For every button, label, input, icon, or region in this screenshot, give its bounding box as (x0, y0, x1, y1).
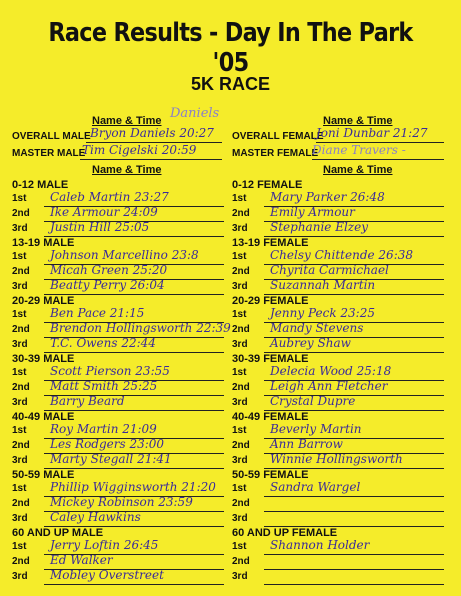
runner-name-time: Delecia Wood 25:18 (270, 364, 392, 378)
runner-name-time: Mobley Overstreet (50, 568, 164, 582)
runner-name-time: Emily Armour (270, 205, 355, 219)
runner-name-time: Stephanie Elzey (270, 220, 368, 234)
female-category-label: 40-49 FEMALE (232, 411, 309, 423)
runner-name-time: Chelsy Chittende 26:38 (270, 248, 414, 262)
runner-name-time: Johnson Marcellino 23:8 (50, 248, 199, 262)
race-subtitle: 5K RACE (190, 74, 270, 94)
result-entry (44, 395, 224, 411)
entry-line (44, 584, 224, 585)
runner-name-time: Matt Smith 25:25 (50, 379, 158, 393)
place-label: 1st (232, 251, 247, 262)
master-female-entry (312, 144, 444, 160)
male-result-row (12, 539, 224, 555)
result-entry (264, 221, 444, 237)
runner-name-time: Scott Pierson 23:55 (50, 364, 170, 378)
runner-name-time: Justin Hill 25:05 (50, 220, 150, 234)
male-category-label: 60 AND UP MALE (12, 527, 104, 539)
female-result-row (232, 337, 444, 353)
runner-name-time: Winnie Hollingsworth (270, 452, 403, 466)
male-result-row (12, 221, 224, 237)
female-result-row (232, 569, 444, 585)
place-label: 1st (232, 309, 247, 320)
result-entry (264, 395, 444, 411)
female-category-label: 0-12 FEMALE (232, 179, 303, 191)
runner-name-time: Ed Walker (50, 553, 113, 567)
name-time-heading-right: Name & Time (323, 115, 393, 127)
place-label: 2nd (12, 324, 30, 335)
male-result-row (12, 279, 224, 295)
result-entry (264, 539, 444, 555)
place-label: 3rd (12, 281, 28, 292)
female-category-label: 20-29 FEMALE (232, 295, 309, 307)
place-label: 3rd (232, 397, 248, 408)
female-result-row (232, 554, 444, 570)
place-label: 1st (232, 425, 247, 436)
male-category-label: 13-19 MALE (12, 237, 75, 249)
female-result-row (232, 496, 444, 512)
place-label: 3rd (232, 571, 248, 582)
runner-name-time: Marty Stegall 21:41 (50, 452, 172, 466)
result-entry (44, 569, 224, 585)
female-result-row (232, 539, 444, 555)
place-label: 1st (12, 193, 27, 204)
place-label: 3rd (232, 455, 248, 466)
male-result-row (12, 337, 224, 353)
entry-line (264, 584, 444, 585)
place-label: 2nd (12, 440, 30, 451)
overall-male-entry (86, 127, 222, 143)
place-label: 2nd (12, 498, 30, 509)
female-category-label: 30-39 FEMALE (232, 353, 309, 365)
place-label: 1st (12, 425, 27, 436)
place-label: 3rd (232, 513, 248, 524)
runner-name-time: Phillip Wigginsworth 21:20 (50, 480, 216, 494)
female-result-row (232, 395, 444, 411)
place-label: 3rd (12, 513, 28, 524)
runner-name-time: T.C. Owens 22:44 (50, 336, 156, 350)
place-label: 2nd (12, 266, 30, 277)
place-label: 3rd (12, 455, 28, 466)
runner-name-time: Caley Hawkins (50, 510, 141, 524)
runner-name-time: Suzannah Martin (270, 278, 376, 292)
female-category-label: 60 AND UP FEMALE (232, 527, 338, 539)
female-result-row (232, 453, 444, 469)
place-label: 2nd (12, 556, 30, 567)
result-entry (264, 279, 444, 295)
result-entry (264, 554, 444, 570)
runner-name-time: Barry Beard (50, 394, 125, 408)
place-label: 3rd (12, 223, 28, 234)
runner-name-time: Shannon Holder (270, 538, 370, 552)
male-category-label: 50-59 MALE (12, 469, 75, 481)
overall-female-value: Joni Dunbar 21:27 (316, 126, 428, 140)
categories-heading-left: Name & Time (92, 164, 162, 176)
overall-female-label: OVERALL FEMALE (232, 131, 324, 142)
place-label: 2nd (232, 556, 250, 567)
place-label: 1st (12, 483, 27, 494)
male-category-label: 0-12 MALE (12, 179, 69, 191)
place-label: 2nd (232, 266, 250, 277)
female-result-row (232, 279, 444, 295)
male-category-label: 30-39 MALE (12, 353, 75, 365)
master-female-label: MASTER FEMALE (232, 148, 319, 159)
result-entry (44, 337, 224, 353)
overall-male-value: Bryon Daniels 20:27 (90, 126, 214, 140)
runner-name-time: Jenny Peck 23:25 (270, 306, 375, 320)
result-entry (264, 569, 444, 585)
place-label: 2nd (232, 324, 250, 335)
categories-heading-right: Name & Time (323, 164, 393, 176)
runner-name-time: Mandy Stevens (270, 321, 364, 335)
name-time-heading-left: Name & Time (92, 115, 162, 127)
result-entry (44, 221, 224, 237)
runner-name-time: Mary Parker 26:48 (270, 190, 385, 204)
master-female-value: Diane Travers - (312, 143, 406, 157)
place-label: 2nd (232, 498, 250, 509)
place-label: 3rd (12, 339, 28, 350)
runner-name-time: Crystal Dupre (270, 394, 356, 408)
runner-name-time: Ben Pace 21:15 (50, 306, 145, 320)
result-entry (44, 279, 224, 295)
runner-name-time: Leigh Ann Fletcher (270, 379, 388, 393)
result-entry (44, 511, 224, 527)
runner-name-time: Chyrita Carmichael (270, 263, 389, 277)
runner-name-time: Beverly Martin (270, 422, 362, 436)
place-label: 3rd (232, 339, 248, 350)
runner-name-time: Mickey Robinson 23:59 (50, 495, 193, 509)
result-entry (264, 453, 444, 469)
place-label: 2nd (232, 208, 250, 219)
master-male-label: MASTER MALE (12, 148, 86, 159)
entry-line (80, 159, 222, 160)
place-label: 1st (232, 483, 247, 494)
runner-name-time: Beatty Perry 26:04 (50, 278, 165, 292)
female-category-label: 13-19 FEMALE (232, 237, 309, 249)
runner-name-time: Aubrey Shaw (270, 336, 351, 350)
result-entry (264, 496, 444, 512)
runner-name-time: Ann Barrow (270, 437, 343, 451)
result-entry (264, 481, 444, 497)
runner-name-time: Roy Martin 21:09 (50, 422, 157, 436)
female-category-label: 50-59 FEMALE (232, 469, 309, 481)
place-label: 1st (232, 367, 247, 378)
place-label: 2nd (12, 382, 30, 393)
female-result-row (232, 221, 444, 237)
place-label: 1st (12, 309, 27, 320)
runner-name-time: Les Rodgers 23:00 (50, 437, 165, 451)
place-label: 1st (12, 367, 27, 378)
overall-female-entry (316, 127, 444, 143)
place-label: 3rd (232, 223, 248, 234)
male-result-row (12, 453, 224, 469)
runner-name-time: Jerry Loftin 26:45 (50, 538, 159, 552)
overall-male-label: OVERALL MALE (12, 131, 91, 142)
place-label: 1st (12, 251, 27, 262)
runner-name-time: Sandra Wargel (270, 480, 361, 494)
master-male-value: Tim Cigelski 20:59 (82, 143, 197, 157)
place-label: 3rd (12, 397, 28, 408)
result-entry (44, 453, 224, 469)
master-male-entry (80, 144, 222, 160)
place-label: 3rd (232, 281, 248, 292)
runner-name-time: Caleb Martin 23:27 (50, 190, 169, 204)
place-label: 1st (12, 541, 27, 552)
page-title: Race Results - Day In The Park '05 (48, 18, 413, 78)
place-label: 2nd (232, 440, 250, 451)
male-category-label: 20-29 MALE (12, 295, 75, 307)
place-label: 3rd (12, 571, 28, 582)
runner-name-time: Brendon Hollingsworth 22:39 (50, 321, 231, 335)
place-label: 1st (232, 541, 247, 552)
male-result-row (12, 395, 224, 411)
result-entry (264, 337, 444, 353)
runner-name-time: Ike Armour 24:09 (50, 205, 158, 219)
place-label: 1st (232, 193, 247, 204)
female-result-row (232, 511, 444, 527)
entry-line (312, 159, 444, 160)
result-entry (264, 511, 444, 527)
handwritten-annotation: Daniels (170, 106, 220, 121)
place-label: 2nd (232, 382, 250, 393)
male-result-row (12, 569, 224, 585)
runner-name-time: Micah Green 25:20 (50, 263, 168, 277)
male-result-row (12, 511, 224, 527)
female-result-row (232, 481, 444, 497)
male-category-label: 40-49 MALE (12, 411, 75, 423)
place-label: 2nd (12, 208, 30, 219)
